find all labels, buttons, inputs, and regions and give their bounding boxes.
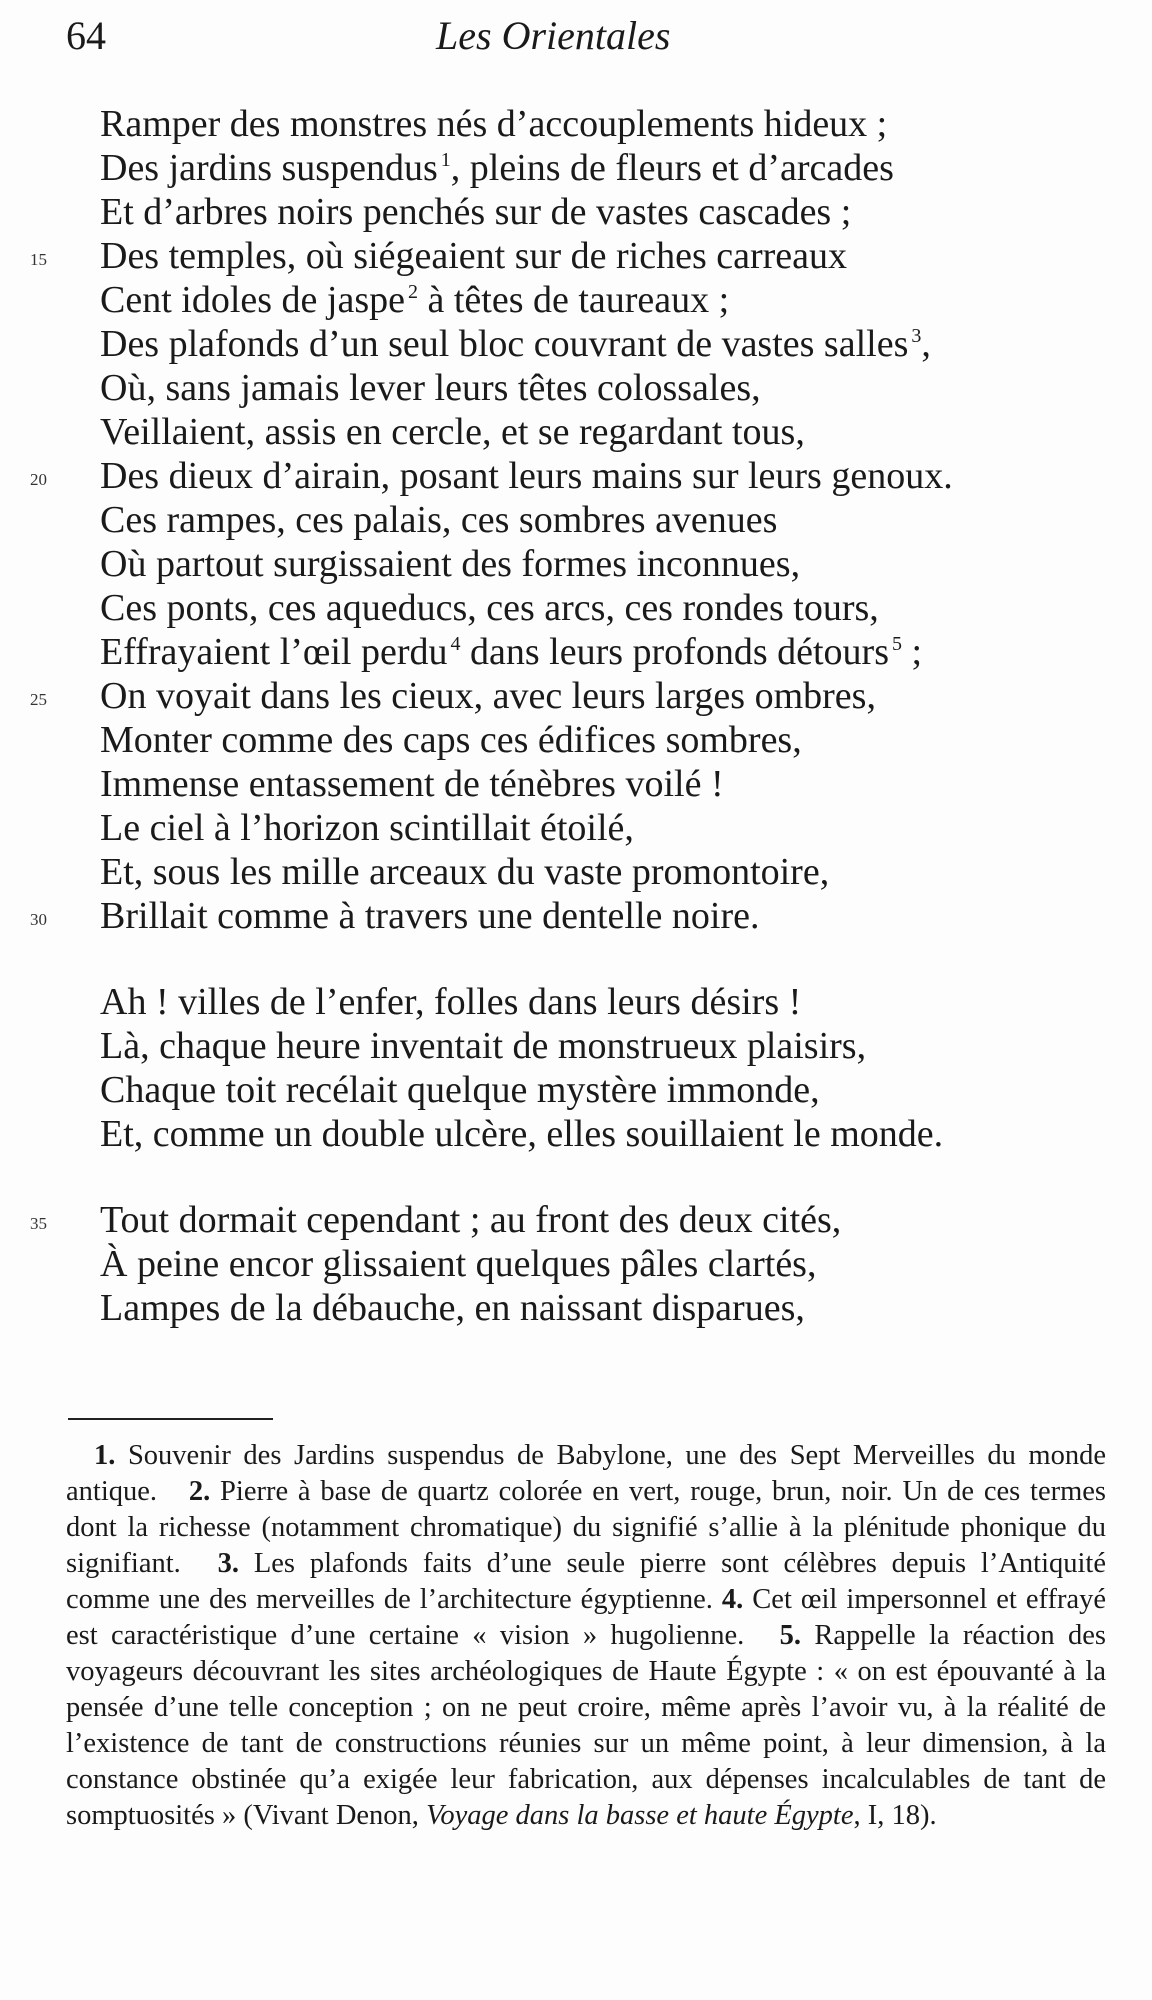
footnote-marker[interactable]: 2 [407,281,418,303]
verse-line [0,806,1152,850]
verse-line [0,454,1152,498]
footnote-block [66,1438,1106,1834]
line-number: 35 [30,1214,47,1233]
verse-text: Des plafonds d’un seul bloc couvrant de vastes salles $^3$, [100,323,931,365]
footnote-number: 4. [721,1584,744,1615]
verse-text: Et, comme un double ulcère, elles souillaient le monde. [100,1113,944,1155]
page-number: 64 [66,13,106,58]
verse-line [0,234,1152,278]
verse-line [0,1112,1152,1156]
footnote-text: Cet œil impersonnel et effrayé est caractéristique d’une certaine « vision » hugolienne. [66,1584,1107,1651]
footnote-marker[interactable]: 3 [911,325,922,347]
verse-line [0,102,1152,146]
verse-text: Et, sous les mille arceaux du vaste promontoire, [100,851,830,893]
footnote-number: 3. [217,1548,239,1579]
verse-line [0,190,1152,234]
verse-line [0,322,1152,366]
verse-line [0,1068,1152,1112]
verse-text: Là, chaque heure inventait de monstrueux plaisirs, [100,1025,867,1067]
verse-line [0,630,1152,674]
running-title: Les Orientales [436,13,671,58]
footnote-text: Les plafonds faits d’une seule pierre sont célèbres depuis l’Antiquité comme une des merveilles de l’architecture égyptienne. [66,1548,1106,1615]
verse-line [0,1242,1152,1286]
verse-line [0,146,1152,190]
verse-line [0,542,1152,586]
verse-text: Lampes de la débauche, en naissant disparues, [100,1287,805,1329]
page-header [0,8,1152,68]
verse-text: Ces ponts, ces aqueducs, ces arcs, ces rondes tours, [100,587,879,629]
line-number: 25 [30,690,47,709]
verse-text: Des temples, où siégeaient sur de riches carreaux [100,235,848,277]
verse-text: Ramper des monstres nés d’accouplements hideux ; [100,103,888,145]
stanza-break [0,1156,1152,1198]
footnotes [66,1438,1106,1834]
verse-text: On voyait dans les cieux, avec leurs larges ombres, [100,675,876,717]
citation-end: , I, 18). [853,1800,937,1831]
verse-line [0,718,1152,762]
verse-line [0,674,1152,718]
footnote-text: Rappelle la réaction des voyageurs découvrant les sites archéologiques de Haute Égypte : « on est épouvanté à la pensée d’une telle conception ; on ne peut croire, même après l’avoir vu, à la réalité de l’existence de tant de constructions réunies sur un même point, à leur dimension, à la constance obstinée qu’a exigée leur fabrication, aux dépenses incalculables de tant de somptuosités » (Vivant Denon, [66,1620,1107,1831]
verse-text: Brillait comme à travers une dentelle noire. [100,895,760,937]
footnote-number: 1. [94,1440,116,1471]
verse-line [0,894,1152,938]
line-number: 20 [30,470,47,489]
verse-text: Des jardins suspendus $^1$, pleins de fleurs et d’arcades [100,147,894,189]
poem [0,102,1152,1330]
verse-text: Où, sans jamais lever leurs têtes colossales, [100,367,761,409]
verse-text: Le ciel à l’horizon scintillait étoilé, [100,807,634,849]
verse-text: Des dieux d’airain, posant leurs mains sur leurs genoux. [100,455,953,497]
verse-line [0,278,1152,322]
verse-text: Monter comme des caps ces édifices sombres, [100,719,802,761]
verse-line [0,366,1152,410]
book-title: Voyage dans la basse et haute Égypte [426,1800,854,1831]
verse-line [0,980,1152,1024]
line-number: 30 [30,910,47,929]
verse-text: Cent idoles de jaspe $^2$ à têtes de taureaux ; [100,279,730,321]
footnote-text: Souvenir des Jardins suspendus de Babylone, une des Sept Merveilles du monde antique. [66,1440,1107,1507]
verse-text: Veillaient, assis en cercle, et se regardant tous, [100,411,805,453]
line-number: 15 [30,250,47,269]
verse-text: Immense entassement de ténèbres voilé ! [100,763,724,805]
footnote-separator [68,1418,273,1420]
verse-line [0,850,1152,894]
footnote-marker[interactable]: 4 [450,633,461,655]
verse-line [0,1024,1152,1068]
verse-text: Chaque toit recélait quelque mystère immonde, [100,1069,820,1111]
stanza-break [0,938,1152,980]
footnote-marker[interactable]: 5 [891,633,902,655]
footnote-number: 5. [779,1620,801,1651]
verse-line [0,410,1152,454]
footnote-text: Pierre à base de quartz colorée en vert, rouge, brun, noir. Un de ces termes dont la richesse (notamment chromatique) du signifié s’allie à la plénitude phonique du signifiant. [66,1476,1107,1579]
footnote-marker[interactable]: 1 [440,149,451,171]
verse-line [0,1286,1152,1330]
verse-line [0,1198,1152,1242]
footnote-number: 2. [188,1476,211,1507]
verse-text: Ces rampes, ces palais, ces sombres avenues [100,499,778,541]
verse-text: Ah ! villes de l’enfer, folles dans leurs désirs ! [100,981,802,1023]
verse-text: À peine encor glissaient quelques pâles clartés, [100,1243,817,1285]
verse-text: Effrayaient l’œil perdu $^4$ dans leurs profonds détours $^5$ ; [100,631,923,673]
verse-line [0,762,1152,806]
verse-text: Tout dormait cependant ; au front des deux cités, [100,1199,842,1241]
verse-text: Où partout surgissaient des formes inconnues, [100,543,801,585]
verse-line [0,586,1152,630]
verse-text: Et d’arbres noirs penchés sur de vastes cascades ; [100,191,852,233]
verse-line [0,498,1152,542]
